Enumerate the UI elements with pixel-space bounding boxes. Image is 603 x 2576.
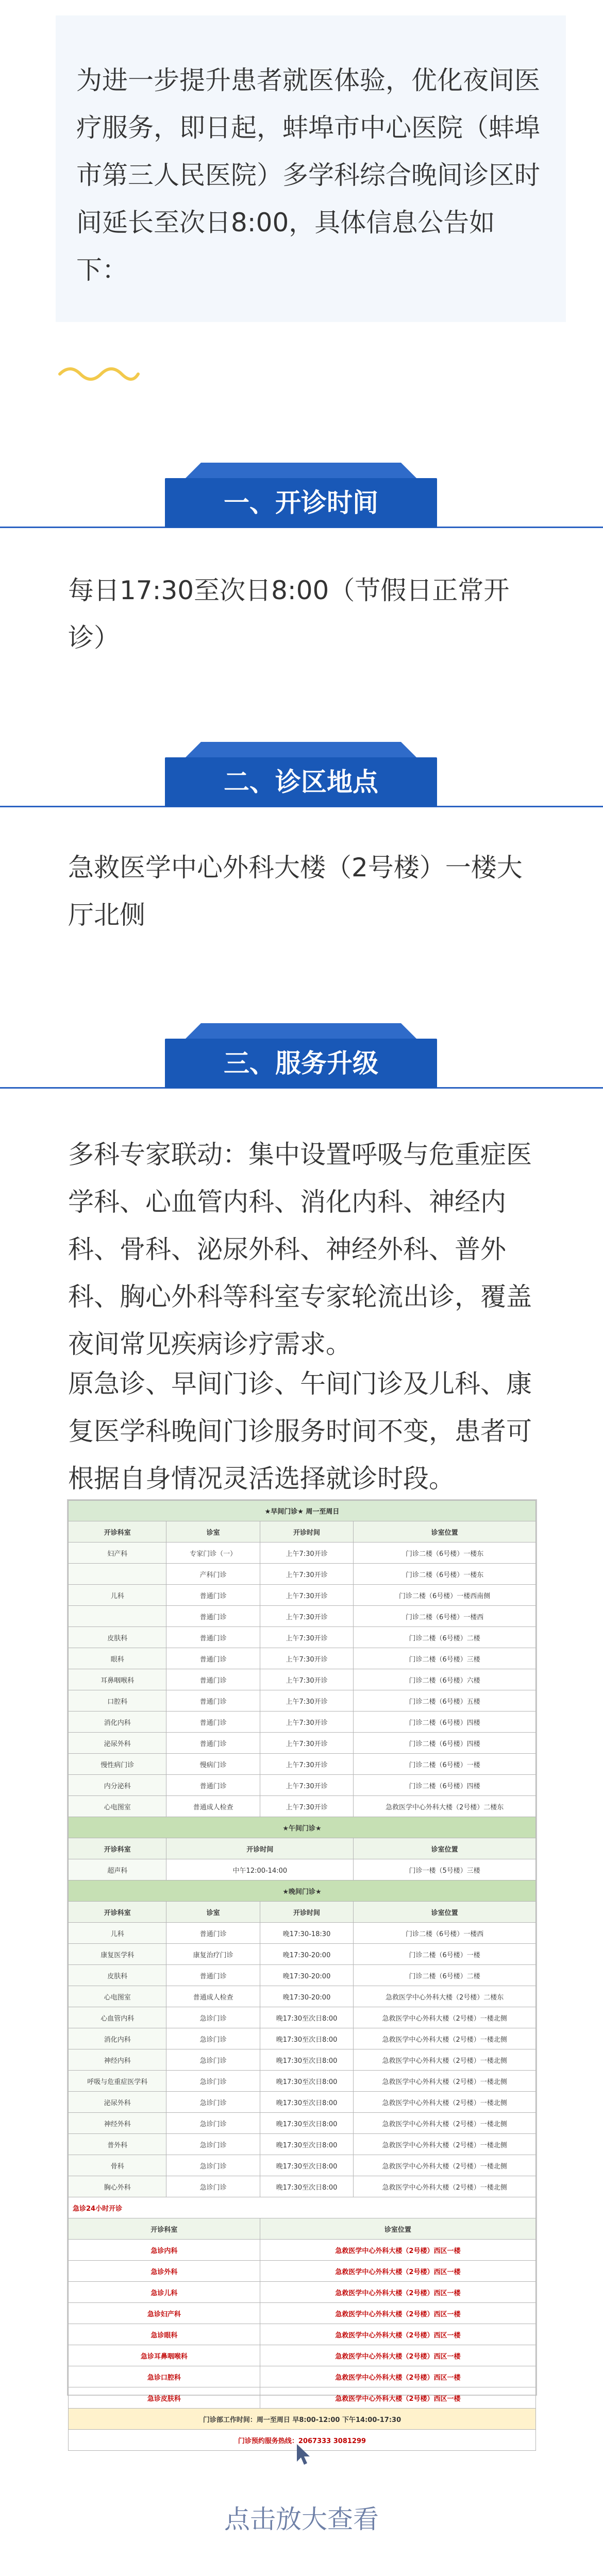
section-2-banner [165, 742, 437, 807]
row-time: 晚17:30至次日8:00 [260, 2092, 353, 2113]
table-row [69, 1690, 536, 1711]
section-1-banner [165, 463, 437, 528]
section-3-text-1: 多科专家联动：集中设置呼吸与危重症医学科、心血管内科、消化内科、神经内科、骨科、泌尿外科、神经外科、普外科、胸心外科等科室专家轮流出诊，覆盖夜间常见疾病诊疗需求。 [68, 1140, 532, 1359]
row-time: 上午7:30开诊 [260, 1669, 353, 1690]
morning-header: ★早间门诊★ 周一至周日 [69, 1501, 536, 1521]
row-time: 晚17:30至次日8:00 [260, 2028, 353, 2049]
row-dept: 皮肤科 [69, 1965, 166, 1986]
table-row [69, 1733, 536, 1754]
row-dept: 皮肤科 [69, 1627, 166, 1648]
row-loc: 急救医学中心外科大楼（2号楼）一楼北侧 [354, 2155, 536, 2176]
table-row [69, 2071, 536, 2092]
noon-col-loc: 诊室位置 [354, 1838, 536, 1859]
row-dept: 儿科 [69, 1923, 166, 1944]
row-room: 急诊门诊 [166, 2071, 260, 2092]
row-dept: 泌尿外科 [69, 1733, 166, 1754]
row-room: 专家门诊（一） [166, 1543, 260, 1564]
row-time: 上午7:30开诊 [260, 1754, 353, 1775]
cursor-icon [293, 2442, 313, 2468]
row-loc: 门诊二楼（6号楼）一楼东 [354, 1564, 536, 1585]
row-time: 晚17:30至次日8:00 [260, 2113, 353, 2134]
evening-col-time: 开诊时间 [260, 1902, 353, 1923]
table-row [69, 1923, 536, 1944]
evening-col-dept: 开诊科室 [69, 1902, 166, 1923]
emergency-note: 急诊24小时开诊 [69, 2197, 536, 2218]
row-loc: 门诊二楼（6号楼）一楼西 [354, 1923, 536, 1944]
noon-header: ★午间门诊★ [69, 1817, 536, 1838]
table-row [69, 2303, 536, 2324]
wavy-line-icon [58, 364, 140, 384]
table-row [69, 1775, 536, 1796]
footer-phone: 门诊预约服务热线：2067333 3081299 [69, 2430, 536, 2451]
table-row [69, 2366, 536, 2387]
row-loc: 急救医学中心外科大楼（2号楼）一楼北侧 [354, 2092, 536, 2113]
evening-col-loc: 诊室位置 [354, 1902, 536, 1923]
table-row [69, 2240, 536, 2261]
table-row [69, 2345, 536, 2366]
emergency-col-dept: 开诊科室 [69, 2218, 260, 2240]
row-loc: 门诊二楼（6号楼）一楼西南侧 [354, 1585, 536, 1606]
row-dept: 耳鼻咽喉科 [69, 1669, 166, 1690]
section-1-text: 每日17:30至次日8:00（节假日正常开诊） [68, 575, 510, 653]
row-time: 晚17:30-20:00 [260, 1944, 353, 1965]
row-loc: 门诊二楼（6号楼）四楼 [354, 1733, 536, 1754]
row-loc: 急救医学中心外科大楼（2号楼）二楼东 [354, 1796, 536, 1817]
table-row [69, 1965, 536, 1986]
row-dept: 消化内科 [69, 2028, 166, 2049]
row-room: 普通门诊 [166, 1690, 260, 1711]
row-loc: 急救医学中心外科大楼（2号楼）一楼北侧 [354, 2028, 536, 2049]
table-row [69, 2176, 536, 2197]
row-room: 普通门诊 [166, 1775, 260, 1796]
noon-col-time: 开诊时间 [166, 1838, 354, 1859]
table-row [69, 1606, 536, 1627]
section-3-text-2: 原急诊、早间门诊、午间门诊及儿科、康复医学科晚间门诊服务时间不变，患者可根据自身情况灵活选择就诊时段。 [68, 1369, 532, 1494]
row-time: 中午12:00-14:00 [166, 1859, 354, 1880]
row-room: 急诊门诊 [166, 2028, 260, 2049]
row-loc: 门诊二楼（6号楼）二楼 [354, 1965, 536, 1986]
table-row [69, 2324, 536, 2345]
row-room: 普通门诊 [166, 1965, 260, 1986]
row-loc: 急救医学中心外科大楼（2号楼）西区一楼 [260, 2366, 535, 2387]
table-row [69, 1585, 536, 1606]
table-row [69, 1859, 536, 1880]
row-room: 普通门诊 [166, 1711, 260, 1733]
row-loc: 门诊二楼（6号楼）三楼 [354, 1648, 536, 1669]
row-dept: 慢性病门诊 [69, 1754, 166, 1775]
col-dept: 开诊科室 [69, 1521, 166, 1543]
row-loc: 门诊二楼（6号楼）四楼 [354, 1775, 536, 1796]
row-room: 普通门诊 [166, 1627, 260, 1648]
row-time: 晚17:30-20:00 [260, 1986, 353, 2007]
row-time: 上午7:30开诊 [260, 1711, 353, 1733]
row-time: 晚17:30至次日8:00 [260, 2007, 353, 2028]
table-row [69, 2049, 536, 2071]
row-dept [69, 1564, 166, 1585]
table-row [69, 1627, 536, 1648]
table-row [69, 1648, 536, 1669]
table-row [69, 2007, 536, 2028]
row-dept: 超声科 [69, 1859, 166, 1880]
table-row [69, 2282, 536, 2303]
row-time: 上午7:30开诊 [260, 1606, 353, 1627]
row-dept: 口腔科 [69, 1690, 166, 1711]
row-dept: 急诊口腔科 [69, 2366, 260, 2387]
table-row [69, 1543, 536, 1564]
section-3-title: 三、服务升级 [224, 1048, 378, 1078]
row-loc: 门诊二楼（6号楼）四楼 [354, 1711, 536, 1733]
row-loc: 门诊二楼（6号楼）一楼东 [354, 1543, 536, 1564]
row-loc: 急救医学中心外科大楼（2号楼）西区一楼 [260, 2303, 535, 2324]
row-room: 普通成人检查 [166, 1796, 260, 1817]
row-dept [69, 1606, 166, 1627]
row-room: 急诊门诊 [166, 2007, 260, 2028]
col-room: 诊室 [166, 1521, 260, 1543]
schedule-table-image[interactable] [67, 1499, 537, 2445]
row-room: 急诊门诊 [166, 2092, 260, 2113]
row-time: 晚17:30至次日8:00 [260, 2176, 353, 2197]
evening-header: ★晚间门诊★ [69, 1880, 536, 1902]
row-loc: 急救医学中心外科大楼（2号楼）一楼北侧 [354, 2176, 536, 2197]
row-time: 晚17:30至次日8:00 [260, 2155, 353, 2176]
col-loc: 诊室位置 [354, 1521, 536, 1543]
table-row [69, 2155, 536, 2176]
row-loc: 门诊二楼（6号楼）一楼 [354, 1754, 536, 1775]
section-1-title: 一、开诊时间 [224, 488, 378, 518]
row-dept: 急诊外科 [69, 2261, 260, 2282]
table-row [69, 1754, 536, 1775]
row-room: 慢病门诊 [166, 1754, 260, 1775]
row-room: 急诊门诊 [166, 2176, 260, 2197]
row-dept: 消化内科 [69, 1711, 166, 1733]
row-room: 普通门诊 [166, 1585, 260, 1606]
row-time: 上午7:30开诊 [260, 1564, 353, 1585]
row-dept: 急诊儿科 [69, 2282, 260, 2303]
row-room: 普通门诊 [166, 1733, 260, 1754]
row-dept: 心电图室 [69, 1986, 166, 2007]
row-room: 产科门诊 [166, 1564, 260, 1585]
row-dept: 胸心外科 [69, 2176, 166, 2197]
row-dept: 急诊皮肤科 [69, 2387, 260, 2409]
row-room: 急诊门诊 [166, 2134, 260, 2155]
row-dept: 儿科 [69, 1585, 166, 1606]
row-dept: 骨科 [69, 2155, 166, 2176]
table-row [69, 2261, 536, 2282]
row-loc: 急救医学中心外科大楼（2号楼）西区一楼 [260, 2261, 535, 2282]
section-2-text: 急救医学中心外科大楼（2号楼）一楼大厅北侧 [68, 853, 523, 930]
row-room: 普通成人检查 [166, 1986, 260, 2007]
noon-col-dept: 开诊科室 [69, 1838, 166, 1859]
row-loc: 急救医学中心外科大楼（2号楼）二楼东 [354, 1986, 536, 2007]
row-room: 普通门诊 [166, 1648, 260, 1669]
table-row [69, 1944, 536, 1965]
row-loc: 急救医学中心外科大楼（2号楼）西区一楼 [260, 2240, 535, 2261]
row-time: 晚17:30-18:30 [260, 1923, 353, 1944]
row-dept: 急诊妇产科 [69, 2303, 260, 2324]
section-2-title: 二、诊区地点 [224, 767, 378, 797]
row-time: 晚17:30至次日8:00 [260, 2049, 353, 2071]
row-loc: 急救医学中心外科大楼（2号楼）西区一楼 [260, 2387, 535, 2409]
col-time: 开诊时间 [260, 1521, 353, 1543]
table-row [69, 2113, 536, 2134]
row-time: 晚17:30至次日8:00 [260, 2071, 353, 2092]
row-dept: 普外科 [69, 2134, 166, 2155]
row-dept: 心电图室 [69, 1796, 166, 1817]
row-loc: 门诊二楼（6号楼）一楼西 [354, 1606, 536, 1627]
row-loc: 门诊二楼（6号楼）六楼 [354, 1669, 536, 1690]
row-loc: 急救医学中心外科大楼（2号楼）一楼北侧 [354, 2113, 536, 2134]
table-row [69, 2134, 536, 2155]
row-dept: 呼吸与危重症医学科 [69, 2071, 166, 2092]
row-room: 急诊门诊 [166, 2113, 260, 2134]
row-loc: 急救医学中心外科大楼（2号楼）西区一楼 [260, 2345, 535, 2366]
row-loc: 急救医学中心外科大楼（2号楼）西区一楼 [260, 2282, 535, 2303]
row-loc: 急救医学中心外科大楼（2号楼）一楼北侧 [354, 2007, 536, 2028]
footer-hours: 门诊部工作时间：周一至周日 早8:00-12:00 下午14:00-17:30 [69, 2409, 536, 2430]
table-row [69, 1669, 536, 1690]
row-dept: 泌尿外科 [69, 2092, 166, 2113]
row-dept: 妇产科 [69, 1543, 166, 1564]
row-dept: 神经内科 [69, 2049, 166, 2071]
row-loc: 门诊二楼（6号楼）一楼 [354, 1944, 536, 1965]
row-loc: 急救医学中心外科大楼（2号楼）一楼北侧 [354, 2134, 536, 2155]
row-time: 上午7:30开诊 [260, 1775, 353, 1796]
row-dept: 心血管内科 [69, 2007, 166, 2028]
table-row [69, 1711, 536, 1733]
row-dept: 急诊眼科 [69, 2324, 260, 2345]
row-dept: 眼科 [69, 1648, 166, 1669]
intro-card [56, 15, 566, 322]
row-time: 上午7:30开诊 [260, 1648, 353, 1669]
row-time: 上午7:30开诊 [260, 1627, 353, 1648]
row-time: 晚17:30至次日8:00 [260, 2134, 353, 2155]
intro-text: 为进一步提升患者就医体验，优化夜间医疗服务，即日起，蚌埠市中心医院（蚌埠市第三人民医院）多学科综合晚间诊区时间延长至次日8:00，具体信息公告如下： [76, 65, 540, 285]
row-room: 普通门诊 [166, 1923, 260, 1944]
row-time: 上午7:30开诊 [260, 1796, 353, 1817]
row-room: 普通门诊 [166, 1606, 260, 1627]
row-loc: 急救医学中心外科大楼（2号楼）西区一楼 [260, 2324, 535, 2345]
row-loc: 门诊一楼（5号楼）三楼 [354, 1859, 536, 1880]
row-time: 上午7:30开诊 [260, 1585, 353, 1606]
row-loc: 急救医学中心外科大楼（2号楼）一楼北侧 [354, 2049, 536, 2071]
table-row [69, 2387, 536, 2409]
emergency-col-loc: 诊室位置 [260, 2218, 535, 2240]
row-time: 上午7:30开诊 [260, 1733, 353, 1754]
row-dept: 急诊内科 [69, 2240, 260, 2261]
row-dept: 内分泌科 [69, 1775, 166, 1796]
section-3-banner [165, 1023, 437, 1088]
table-row [69, 2092, 536, 2113]
table-row [69, 1986, 536, 2007]
row-time: 晚17:30-20:00 [260, 1965, 353, 1986]
row-dept: 康复医学科 [69, 1944, 166, 1965]
table-row [69, 2028, 536, 2049]
row-dept: 神经外科 [69, 2113, 166, 2134]
row-time: 上午7:30开诊 [260, 1543, 353, 1564]
row-room: 急诊门诊 [166, 2049, 260, 2071]
row-time: 上午7:30开诊 [260, 1690, 353, 1711]
zoom-hint[interactable]: 点击放大查看 [224, 2504, 379, 2534]
row-dept: 急诊耳鼻咽喉科 [69, 2345, 260, 2366]
row-room: 康复治疗门诊 [166, 1944, 260, 1965]
row-room: 普通门诊 [166, 1669, 260, 1690]
evening-col-room: 诊室 [166, 1902, 260, 1923]
row-loc: 门诊二楼（6号楼）二楼 [354, 1627, 536, 1648]
schedule-table [68, 1500, 536, 2451]
row-loc: 门诊二楼（6号楼）五楼 [354, 1690, 536, 1711]
row-room: 急诊门诊 [166, 2155, 260, 2176]
row-loc: 急救医学中心外科大楼（2号楼）一楼北侧 [354, 2071, 536, 2092]
table-row [69, 1564, 536, 1585]
table-row [69, 1796, 536, 1817]
